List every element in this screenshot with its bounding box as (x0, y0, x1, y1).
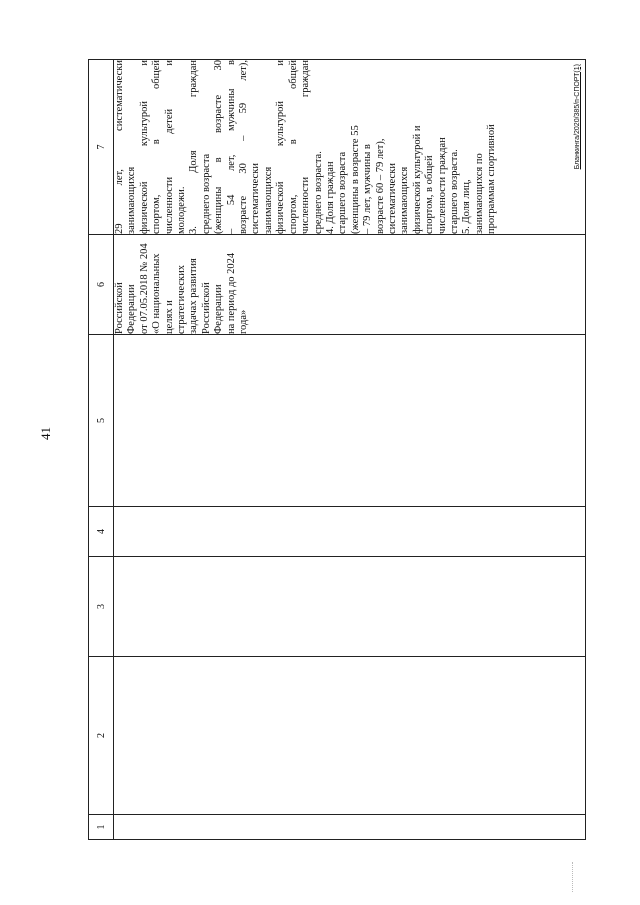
text-line: занимающихся (399, 166, 411, 234)
text-line: – 79 лет, мужчины в (362, 144, 374, 234)
cell-4 (114, 507, 586, 557)
text-line: 29 лет, систематически (114, 60, 125, 234)
text-line: молодежи. (176, 186, 188, 234)
text-line: Российской Федерации (200, 282, 225, 334)
text-line: численности граждан (300, 60, 312, 234)
cell-2 (114, 657, 586, 815)
data-table (88, 59, 586, 840)
col-header-3: 3 (89, 557, 114, 657)
text-line: 4. Доля граждан (324, 161, 336, 234)
cell-3 (114, 557, 586, 657)
cell-1 (114, 815, 586, 840)
text-line: численности граждан (436, 137, 448, 234)
text-line: занимающихся (262, 166, 274, 234)
text-line: (женщины в возрасте 30 (213, 60, 225, 234)
text-line: 5. Доля лиц, (461, 179, 473, 234)
col-header-1: 1 (89, 815, 114, 840)
text-line: на период до 2024 (225, 252, 237, 334)
text-line: систематически (250, 163, 262, 234)
text-line: возрасте 30 – 59 лет), (238, 60, 250, 234)
page-number: 41 (38, 427, 53, 440)
table-header-row (89, 60, 114, 840)
text-line: спортом, в общей (151, 60, 163, 234)
margin-dotted-line (572, 862, 575, 892)
text-line: физической культурой и (138, 60, 150, 234)
text-line: физической культурой и (275, 60, 287, 234)
text-line: «О национальных (151, 253, 163, 334)
text-line: программам спортивной (486, 124, 498, 234)
text-line: Российской Федерации (114, 282, 138, 334)
col-header-7: 7 (89, 60, 114, 235)
text-line: занимающихся (126, 166, 138, 234)
text-line: систематически (386, 163, 398, 234)
text-line: среднего возраста (200, 153, 212, 234)
text-line: физической культурой и (411, 125, 423, 234)
col-header-5: 5 (89, 335, 114, 507)
footer-code: Бланкинга/2020/385/п-СПОРТ(1) (573, 64, 581, 170)
indicators-text (114, 60, 499, 234)
legal-basis-text (114, 235, 250, 334)
text-line: года» (238, 309, 250, 334)
text-line: возрасте 60 – 79 лет), (374, 138, 386, 234)
col-header-6: 6 (89, 235, 114, 335)
text-line: численности детей и (163, 60, 175, 234)
document-table-rotated (88, 60, 586, 840)
table-row (114, 60, 586, 840)
col-header-2: 2 (89, 657, 114, 815)
text-line: спортом, в общей (424, 155, 436, 234)
text-line: занимающихся по (473, 153, 485, 234)
col-header-4: 4 (89, 507, 114, 557)
text-line: от 07.05.2018 № 204 (138, 243, 150, 334)
text-line: целях и стратегических (163, 264, 188, 334)
text-line: старшего возраста. (448, 149, 460, 234)
text-line: спортом, в общей (287, 60, 299, 234)
text-line: (женщины в возрасте 55 (349, 125, 361, 234)
text-line: задачах развития (188, 258, 200, 334)
text-line: среднего возраста. (312, 151, 324, 234)
cell-5 (114, 335, 586, 507)
cell-6-legal-basis (114, 235, 586, 335)
text-line: старшего возраста (337, 151, 349, 234)
text-line: – 54 лет, мужчины в (225, 60, 237, 234)
text-line: 3. Доля граждан (188, 60, 200, 234)
cell-7-indicators (114, 60, 586, 235)
